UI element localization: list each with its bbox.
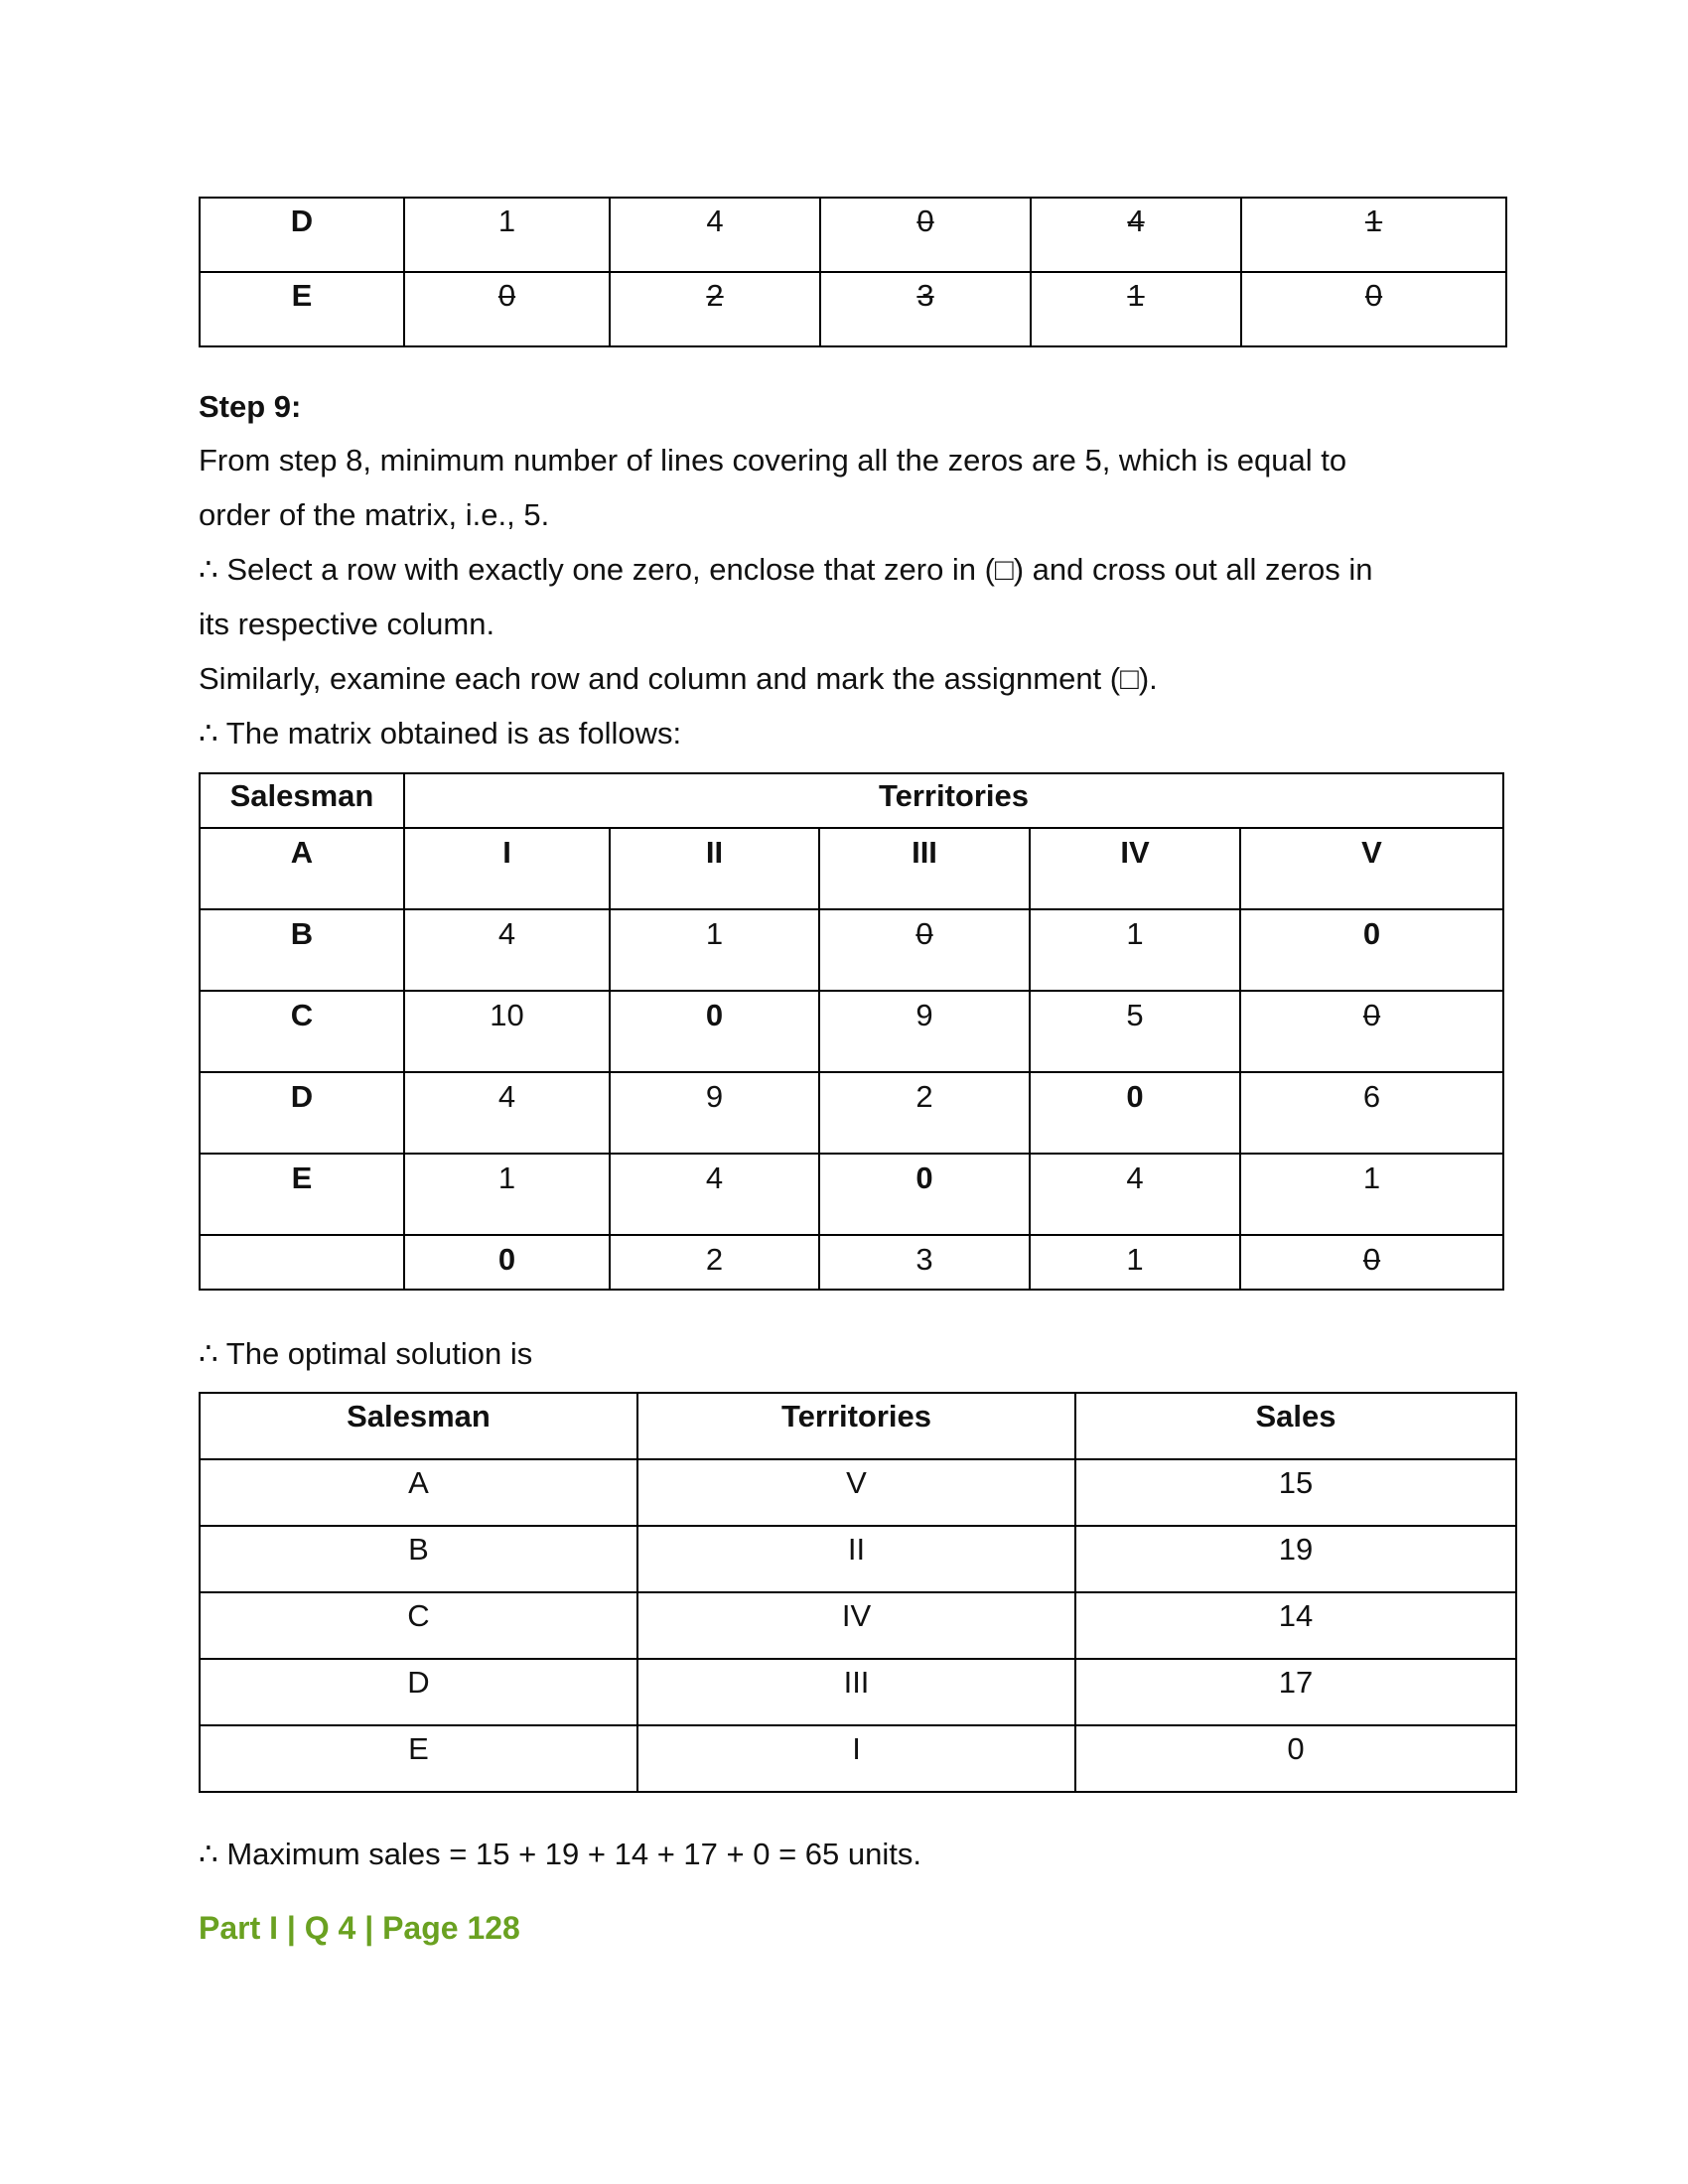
table-row bbox=[200, 828, 1503, 909]
table-row bbox=[200, 1526, 1516, 1592]
table-row bbox=[200, 991, 1503, 1072]
table-cell: 0 bbox=[819, 1154, 1030, 1235]
table-row bbox=[200, 1459, 1516, 1526]
table-cell: 14 bbox=[1075, 1592, 1516, 1659]
header-salesman: Salesman bbox=[200, 773, 404, 828]
table-cell: Salesman bbox=[200, 1393, 637, 1459]
table-cell: IV bbox=[637, 1592, 1075, 1659]
table-cell: 0 bbox=[1030, 1072, 1240, 1154]
step-text-line-2: order of the matrix, i.e., 5. bbox=[199, 497, 550, 532]
table-cell: 10 bbox=[404, 991, 610, 1072]
table-row bbox=[200, 1235, 1503, 1290]
table-cell: 1 bbox=[1030, 1235, 1240, 1290]
table-row bbox=[200, 1072, 1503, 1154]
table-cell: 1 bbox=[1030, 909, 1240, 991]
table-cell: 0 bbox=[820, 198, 1031, 272]
table-cell: Sales bbox=[1075, 1393, 1516, 1459]
table-cell: 0 bbox=[1240, 909, 1503, 991]
table-row bbox=[200, 1725, 1516, 1792]
step-text-line-4: its respective column. bbox=[199, 607, 495, 641]
table-cell: III bbox=[819, 828, 1030, 909]
table-cell: A bbox=[200, 828, 404, 909]
table-cell: 4 bbox=[404, 909, 610, 991]
table-cell: Territories bbox=[637, 1393, 1075, 1459]
page-footer: Part I | Q 4 | Page 128 bbox=[199, 1910, 520, 1946]
table-cell: E bbox=[200, 272, 404, 346]
table-cell: 3 bbox=[820, 272, 1031, 346]
step-text-line-6: ∴ The matrix obtained is as follows: bbox=[199, 716, 682, 751]
table-cell: 1 bbox=[1241, 198, 1506, 272]
table-cell: V bbox=[637, 1459, 1075, 1526]
table-cell: 4 bbox=[610, 198, 820, 272]
table-cell: 3 bbox=[819, 1235, 1030, 1290]
table-cell: 4 bbox=[1031, 198, 1241, 272]
table-row bbox=[200, 272, 1506, 346]
optimal-solution-table bbox=[199, 1392, 1517, 1793]
table-cell: 2 bbox=[610, 1235, 819, 1290]
table-row bbox=[200, 773, 1503, 828]
optimal-intro: ∴ The optimal solution is bbox=[199, 1336, 533, 1371]
table-row bbox=[200, 198, 1506, 272]
table-cell: C bbox=[200, 1592, 637, 1659]
table-cell: 9 bbox=[819, 991, 1030, 1072]
table-cell: II bbox=[637, 1526, 1075, 1592]
step-text-line-1: From step 8, minimum number of lines covering all the zeros are 5, which is equal to bbox=[199, 443, 1347, 478]
table-cell: 5 bbox=[1030, 991, 1240, 1072]
table-cell: 4 bbox=[610, 1154, 819, 1235]
table-header-row bbox=[200, 1393, 1516, 1459]
table-cell: 15 bbox=[1075, 1459, 1516, 1526]
table-cell: D bbox=[200, 1659, 637, 1725]
table-cell: B bbox=[200, 1526, 637, 1592]
table-cell: 2 bbox=[819, 1072, 1030, 1154]
step-text-line-3: ∴ Select a row with exactly one zero, enclose that zero in (□) and cross out all zeros in bbox=[199, 552, 1373, 587]
table-cell: 0 bbox=[1241, 272, 1506, 346]
table-cell: E bbox=[200, 1725, 637, 1792]
table-cell: 0 bbox=[819, 909, 1030, 991]
table-cell: 0 bbox=[404, 1235, 610, 1290]
table-cell: D bbox=[200, 198, 404, 272]
table-cell: II bbox=[610, 828, 819, 909]
table-cell: C bbox=[200, 991, 404, 1072]
step-text-line-5: Similarly, examine each row and column and mark the assignment (□). bbox=[199, 661, 1158, 696]
table-cell: 6 bbox=[1240, 1072, 1503, 1154]
table-cell: 1 bbox=[404, 1154, 610, 1235]
table-cell bbox=[200, 1235, 404, 1290]
table-cell: 0 bbox=[404, 272, 610, 346]
assignment-matrix-table bbox=[199, 772, 1504, 1291]
table-cell: 1 bbox=[404, 198, 610, 272]
table-cell: I bbox=[637, 1725, 1075, 1792]
table-cell: 1 bbox=[610, 909, 819, 991]
table-row bbox=[200, 1592, 1516, 1659]
top-table bbox=[199, 197, 1507, 347]
table-cell: 0 bbox=[1240, 991, 1503, 1072]
table-cell: 9 bbox=[610, 1072, 819, 1154]
table-cell: 1 bbox=[1240, 1154, 1503, 1235]
maximum-sales-conclusion: ∴ Maximum sales = 15 + 19 + 14 + 17 + 0 = 65 units. bbox=[199, 1837, 921, 1871]
table-cell: B bbox=[200, 909, 404, 991]
table-cell: 0 bbox=[1075, 1725, 1516, 1792]
table-cell: D bbox=[200, 1072, 404, 1154]
table-cell: V bbox=[1240, 828, 1503, 909]
table-cell: 19 bbox=[1075, 1526, 1516, 1592]
table-cell: III bbox=[637, 1659, 1075, 1725]
table-cell: 17 bbox=[1075, 1659, 1516, 1725]
header-territories: Territories bbox=[404, 773, 1503, 828]
table-cell: 0 bbox=[610, 991, 819, 1072]
table-cell: I bbox=[404, 828, 610, 909]
table-cell: A bbox=[200, 1459, 637, 1526]
table-cell: IV bbox=[1030, 828, 1240, 909]
table-cell: 4 bbox=[1030, 1154, 1240, 1235]
table-row bbox=[200, 909, 1503, 991]
table-cell: 2 bbox=[610, 272, 820, 346]
table-cell: 0 bbox=[1240, 1235, 1503, 1290]
step-heading: Step 9: bbox=[199, 389, 302, 424]
table-cell: E bbox=[200, 1154, 404, 1235]
table-cell: 1 bbox=[1031, 272, 1241, 346]
table-row bbox=[200, 1154, 1503, 1235]
table-cell: 4 bbox=[404, 1072, 610, 1154]
table-row bbox=[200, 1659, 1516, 1725]
